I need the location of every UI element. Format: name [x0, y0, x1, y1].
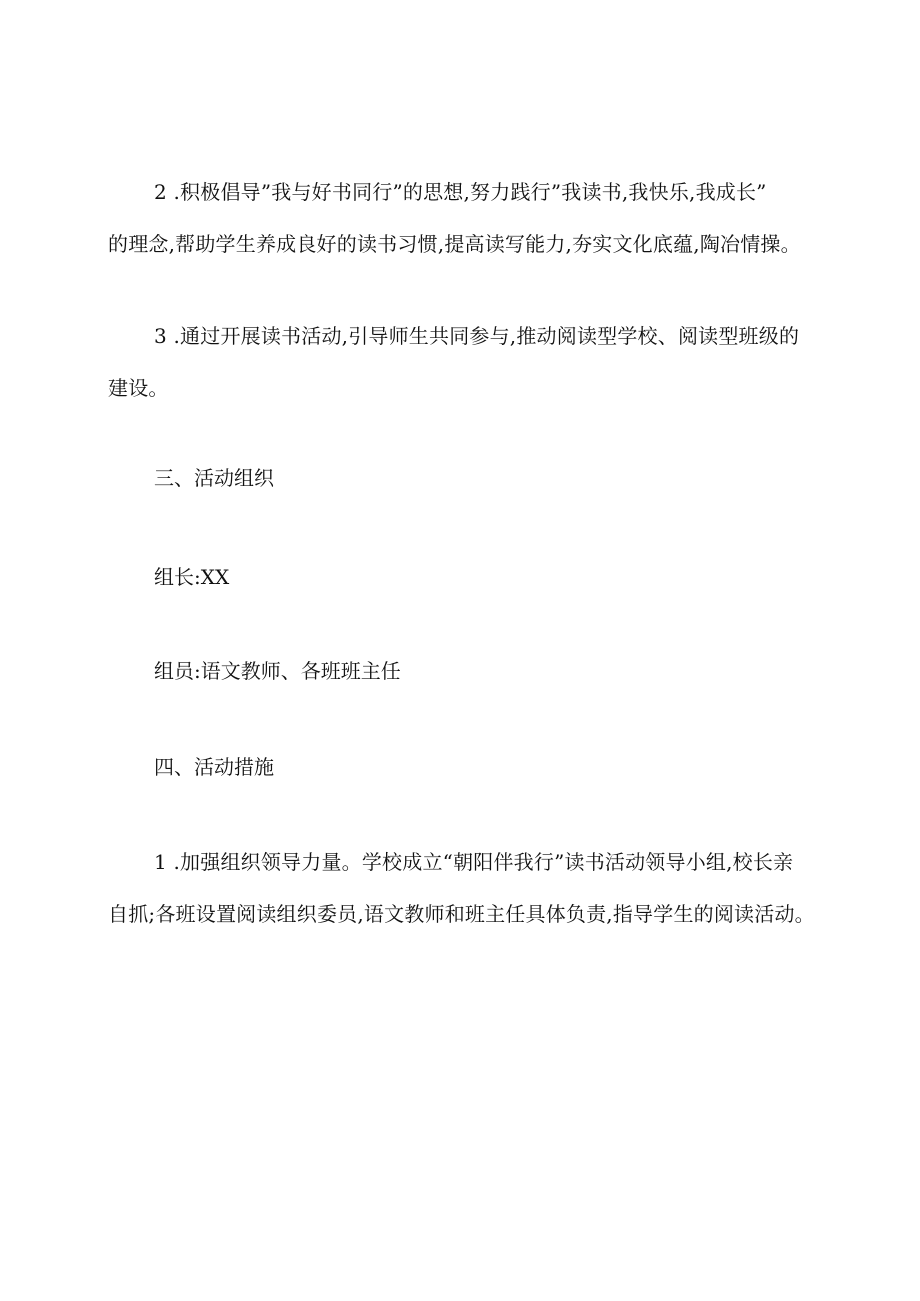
item-3-paragraph — [108, 310, 813, 414]
section-3-heading: 三、活动组织 — [154, 466, 274, 490]
members-line: 组员:语文教师、各班班主任 — [154, 659, 401, 683]
section-4-heading: 四、活动措施 — [154, 755, 274, 779]
measure-1-paragraph — [108, 836, 813, 940]
leader-line: 组长:XX — [154, 565, 230, 589]
item-2-paragraph — [108, 166, 813, 270]
measure-1-line-1: 1 .加强组织领导力量。学校成立“朝阳伴我行”读书活动领导小组,校长亲 — [154, 850, 794, 874]
item-3-line-2: 建设。 — [108, 376, 169, 400]
item-2-line-1: 2 .积极倡导”我与好书同行”的思想,努力践行”我读书,我快乐,我成长” — [154, 180, 767, 204]
measure-1-line-2: 自抓;各班设置阅读组织委员,语文教师和班主任具体负责,指导学生的阅读活动。 — [108, 902, 815, 926]
item-2-line-2: 的理念,帮助学生养成良好的读书习惯,提高读写能力,夯实文化底蕴,陶冶情操。 — [108, 232, 801, 256]
item-3-line-1: 3 .通过开展读书活动,引导师生共同参与,推动阅读型学校、阅读型班级的 — [154, 324, 800, 348]
